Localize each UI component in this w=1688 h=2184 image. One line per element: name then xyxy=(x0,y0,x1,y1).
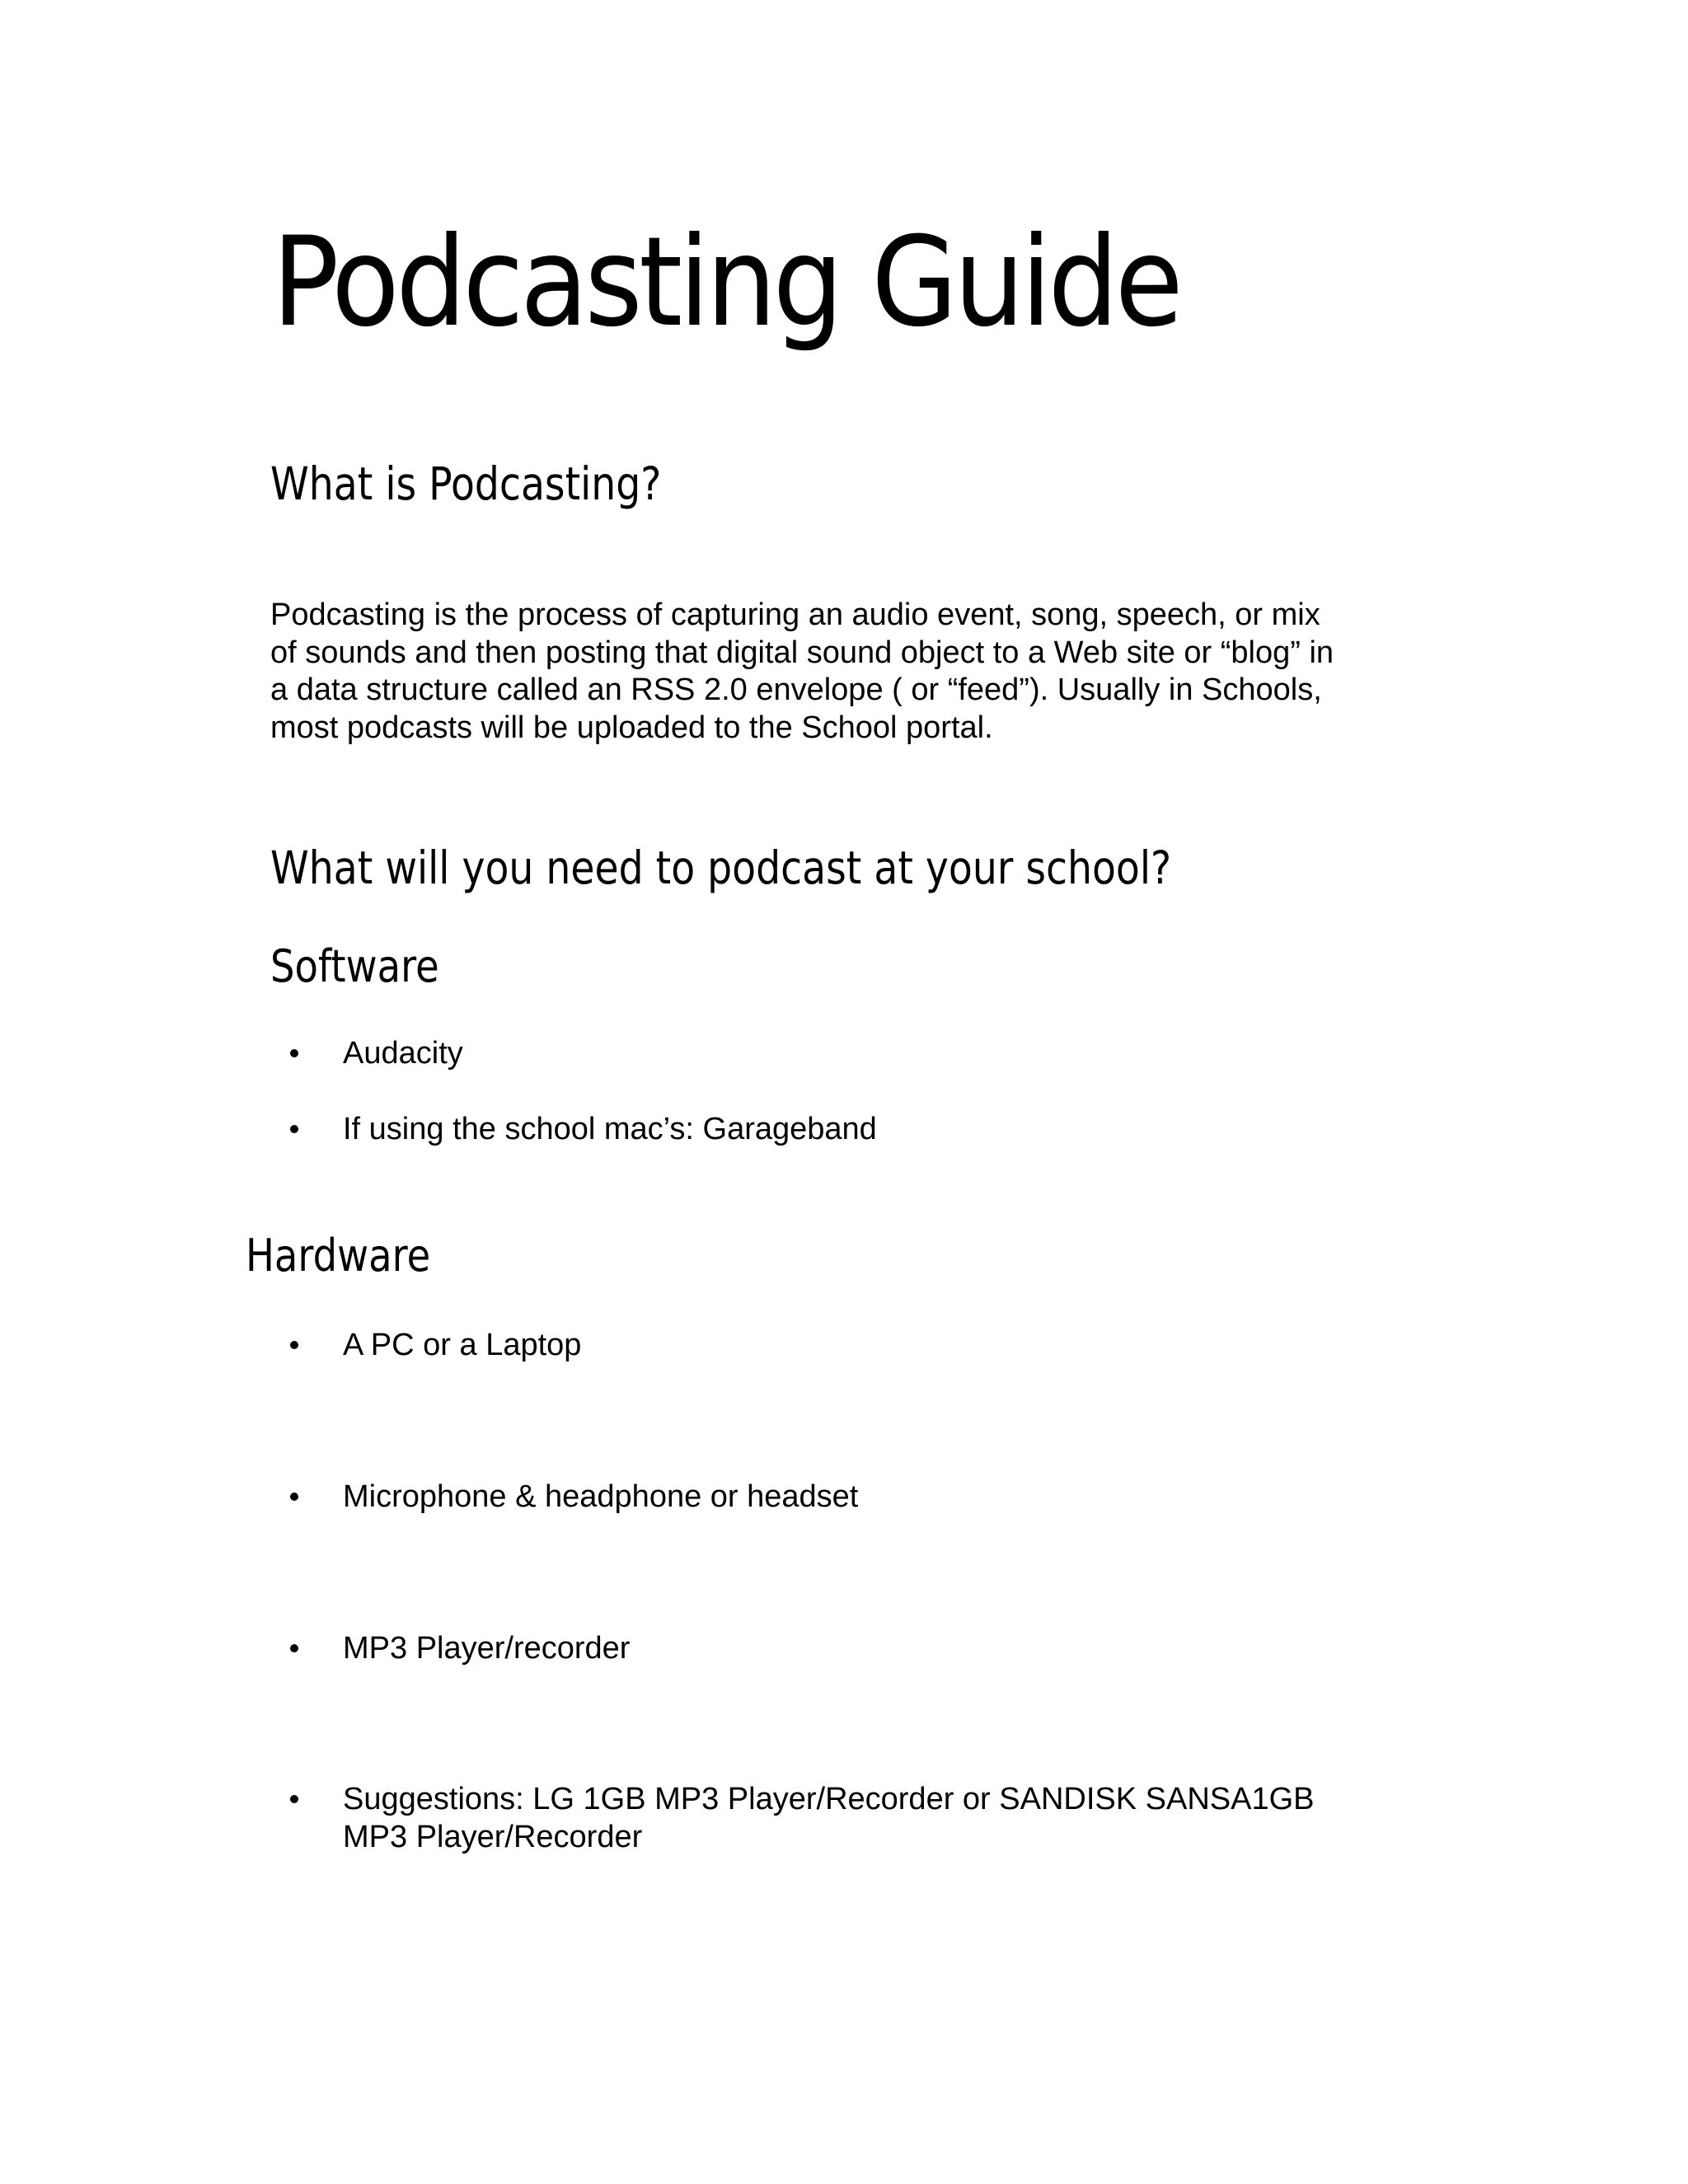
list-item-text: Microphone & headphone or headset xyxy=(343,1479,859,1514)
list-item-text: MP3 Player/recorder xyxy=(343,1631,631,1666)
bullet-icon xyxy=(290,1493,298,1501)
bullet-icon xyxy=(290,1125,298,1133)
bullet-icon xyxy=(290,1795,298,1803)
list-item-text: Audacity xyxy=(343,1036,463,1071)
bullet-icon xyxy=(290,1049,298,1057)
list-item-text: MP3 Player/Recorder xyxy=(343,1819,643,1854)
paragraph-line: most podcasts will be uploaded to the School portal. xyxy=(270,710,993,745)
list-item-text: If using the school mac’s: Garageband xyxy=(343,1112,877,1146)
paragraph-line: Podcasting is the process of capturing an audio event, song, speech, or mix xyxy=(270,598,1320,632)
list-item-text: A PC or a Laptop xyxy=(343,1328,582,1362)
list-item-text: Suggestions: LG 1GB MP3 Player/Recorder or SANDISK SANSA1GB xyxy=(343,1782,1315,1816)
heading-hardware: Hardware xyxy=(246,1230,431,1282)
heading-what-is-podcasting: What is Podcasting? xyxy=(270,457,662,510)
intro-paragraph xyxy=(270,597,1424,747)
paragraph-line: of sounds and then posting that digital sound object to a Web site or “blog” in xyxy=(270,635,1334,670)
document-title: Podcasting Guide xyxy=(272,211,1180,354)
heading-what-you-need: What will you need to podcast at your school? xyxy=(270,841,1172,894)
heading-software: Software xyxy=(270,940,439,992)
bullet-icon xyxy=(290,1341,298,1349)
paragraph-line: a data structure called an RSS 2.0 envelope ( or “feed”). Usually in Schools, xyxy=(270,673,1322,707)
bullet-icon xyxy=(290,1644,298,1652)
